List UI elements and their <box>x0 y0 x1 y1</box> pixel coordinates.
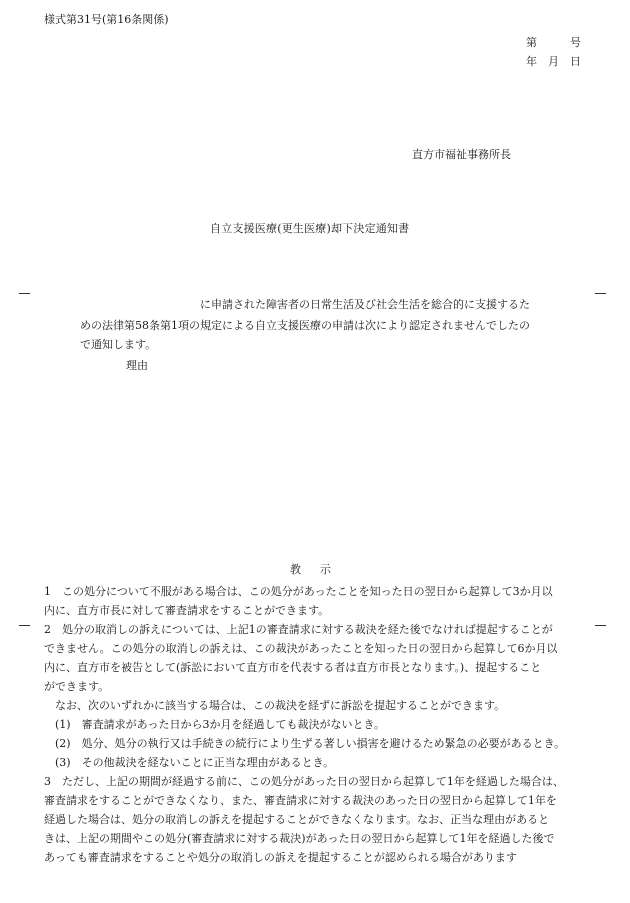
notice-line: 3 ただし、上記の期間が経過する前に、この処分があった日の翌日から起算して1年を経過した場合は、 <box>44 775 564 788</box>
notice-line: きは、上記の期間やこの処分(審査請求に対する裁決)があった日の翌日から起算して1年を経過した後で <box>44 832 555 845</box>
notice-line: 内に、直方市長に対して審査請求をすることができます。 <box>44 604 330 617</box>
notice-heading: 教 示 <box>290 563 335 576</box>
notice-line: (3) その他裁決を経ないことに正当な理由があるとき。 <box>44 756 335 769</box>
fold-mark-left-bottom <box>19 625 30 626</box>
document-date: 年 月 日 <box>526 55 581 68</box>
notice-line: 2 処分の取消しの訴えについては、上記1の審査請求に対する裁決を経た後でなければ提起することが <box>44 623 553 636</box>
notice-line: 内に、直方市を被告として(訴訟において直方市を代表する者は直方市長となります。)、提起すること <box>44 661 542 674</box>
body-line-1: に申請された障害者の日常生活及び社会生活を総合的に支援するた <box>200 298 530 311</box>
notice-line: 経過した場合は、処分の取消しの訴えを提起することができなくなります。なお、正当な理由があると <box>44 813 550 826</box>
notice-line: (1) 審査請求があった日から3か月を経過しても裁決がないとき。 <box>44 718 386 731</box>
issuer-name: 直方市福祉事務所長 <box>412 148 511 161</box>
notice-line: (2) 処分、処分の執行又は手続きの続行により生ずる著しい損害を避けるため緊急の必要があるとき。 <box>44 737 566 750</box>
fold-mark-right-bottom <box>595 625 606 626</box>
notice-line: できません。この処分の取消しの訴えは、この裁決があったことを知った日の翌日から起算して6か月以 <box>44 642 558 655</box>
notice-line: なお、次のいずれかに該当する場合は、この裁決を経ずに訴訟を提起することができます。 <box>44 699 506 712</box>
body-line-3: で通知します。 <box>80 338 157 351</box>
fold-mark-right-top <box>595 293 606 294</box>
body-line-2: めの法律第58条第1項の規定による自立支援医療の申請は次により認定されませんでしたの <box>80 319 530 332</box>
notice-line: あっても審査請求をすることや処分の取消しの訴えを提起することが認められる場合があります <box>44 851 517 864</box>
notice-line: 審査請求をすることができなくなり、また、審査請求に対する裁決のあった日の翌日から起算して1年を <box>44 794 557 807</box>
form-number: 様式第31号(第16条関係) <box>44 13 169 26</box>
reason-label: 理由 <box>126 359 148 372</box>
fold-mark-left-top <box>19 293 30 294</box>
notice-line: ができます。 <box>44 680 110 693</box>
document-number: 第 号 <box>526 36 581 49</box>
document-title: 自立支援医療(更生医療)却下決定通知書 <box>210 222 410 235</box>
notice-line: 1 この処分について不服がある場合は、この処分があったことを知った日の翌日から起算して3か月以 <box>44 585 553 598</box>
